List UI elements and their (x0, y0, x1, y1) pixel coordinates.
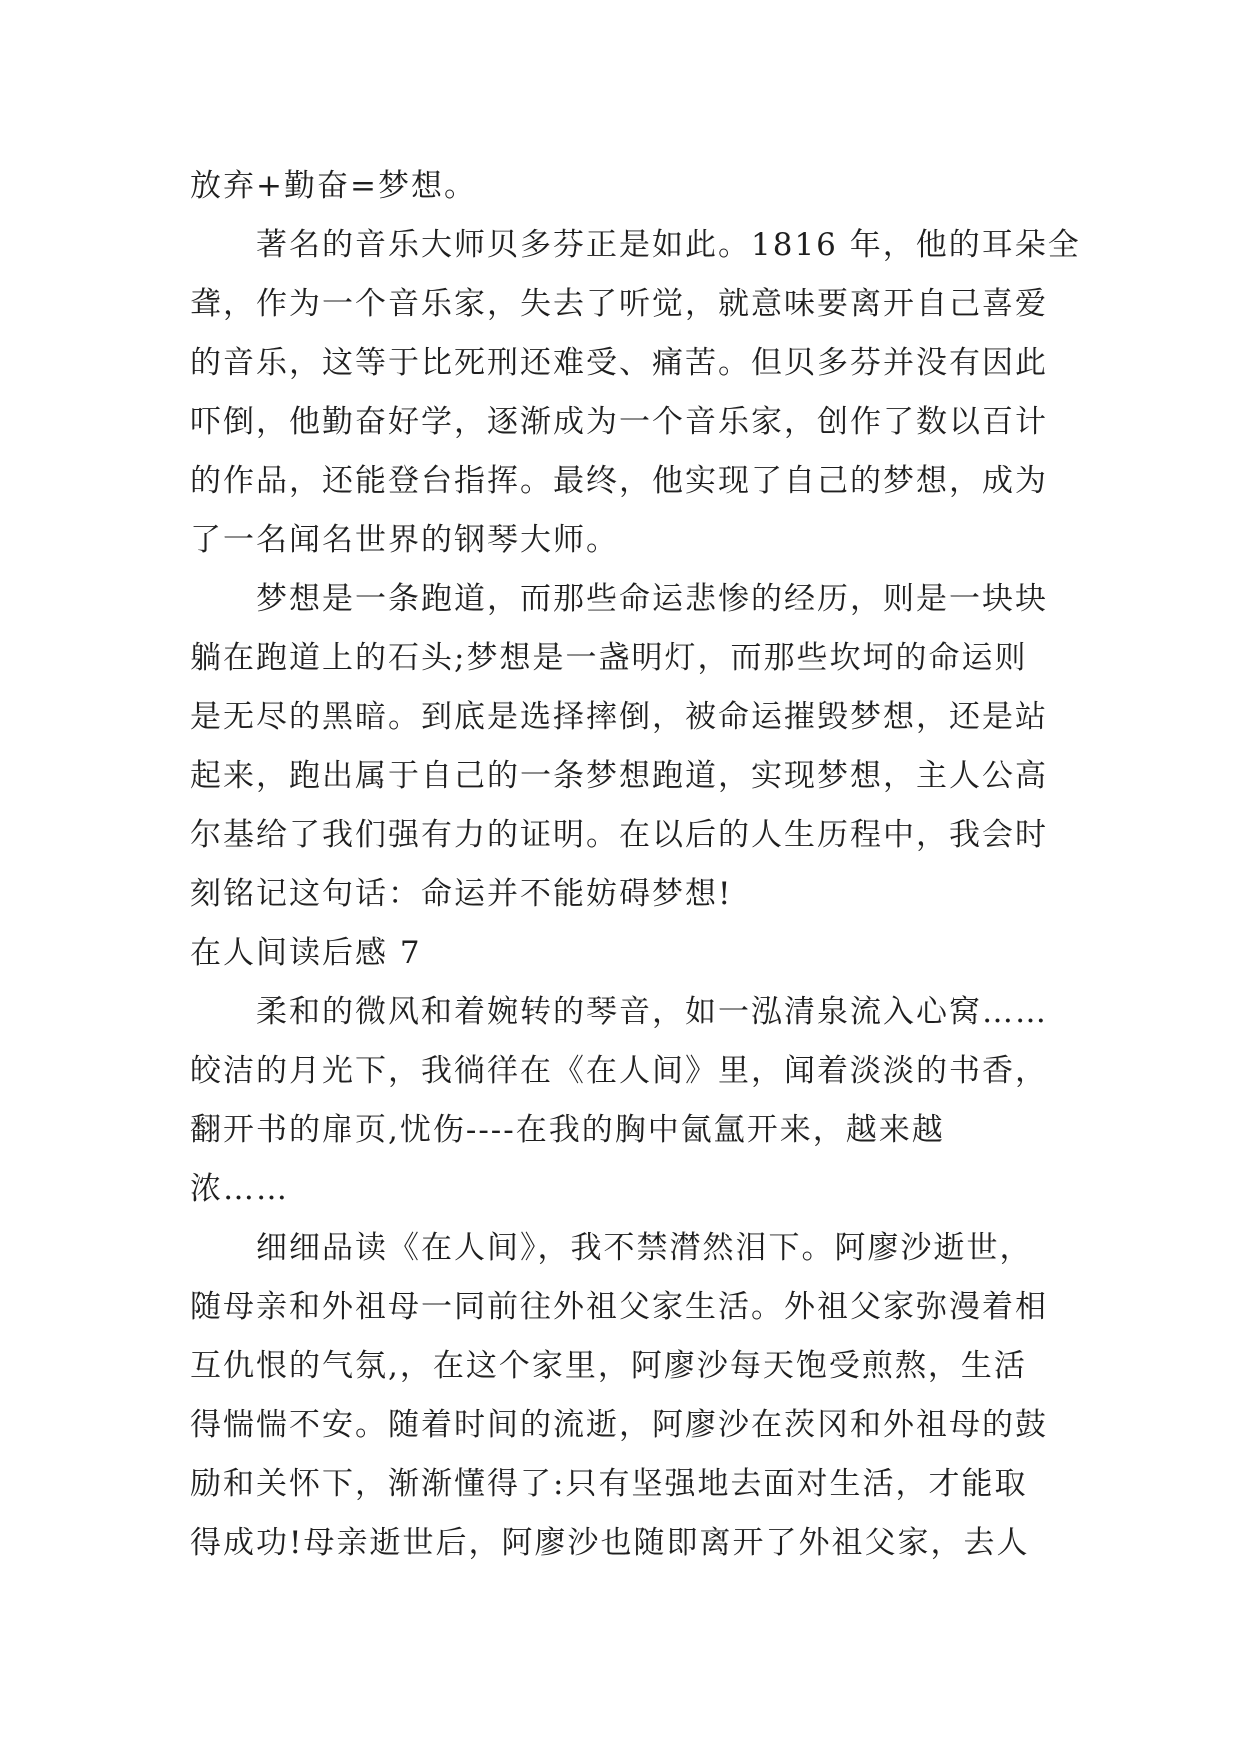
text-line: 得成功!母亲逝世后，阿廖沙也随即离开了外祖父家，去人 (190, 1525, 1030, 1561)
text-line: 是无尽的黑暗。到底是选择摔倒，被命运摧毁梦想，还是站 (190, 699, 1048, 735)
text-line: 放弃+勤奋=梦想。 (190, 168, 477, 204)
text-line: 在人间读后感 7 (190, 935, 422, 971)
text-line: 刻铭记这句话：命运并不能妨碍梦想! (190, 876, 733, 912)
text-line: 的作品，还能登台指挥。最终，他实现了自己的梦想，成为 (190, 463, 1048, 499)
text-line: 了一名闻名世界的钢琴大师。 (190, 522, 619, 558)
text-line: 尔基给了我们强有力的证明。在以后的人生历程中，我会时 (190, 817, 1048, 853)
text-line: 励和关怀下，渐渐懂得了:只有坚强地去面对生活，才能取 (190, 1466, 1028, 1502)
text-line: 起来，跑出属于自己的一条梦想跑道，实现梦想，主人公高 (190, 758, 1048, 794)
text-line: 细细品读《在人间》，我不禁潸然泪下。阿廖沙逝世， (256, 1230, 1033, 1266)
document-body (190, 157, 1081, 1573)
text-line: 著名的音乐大师贝多芬正是如此。1816 年，他的耳朵全 (256, 227, 1081, 263)
text-line: 聋，作为一个音乐家，失去了听觉，就意味要离开自己喜爱 (190, 286, 1048, 322)
text-line: 梦想是一条跑道，而那些命运悲惨的经历，则是一块块 (256, 581, 1048, 617)
text-line: 皎洁的月光下，我徜徉在《在人间》里，闻着淡淡的书香， (190, 1053, 1048, 1089)
text-line: 吓倒，他勤奋好学，逐渐成为一个音乐家，创作了数以百计 (190, 404, 1048, 440)
text-line: 随母亲和外祖母一同前往外祖父家生活。外祖父家弥漫着相 (190, 1289, 1048, 1325)
text-line: 得惴惴不安。随着时间的流逝，阿廖沙在茨冈和外祖母的鼓 (190, 1407, 1048, 1443)
text-line: 柔和的微风和着婉转的琴音，如一泓清泉流入心窝…… (256, 994, 1048, 1030)
text-line: 互仇恨的气氛,，在这个家里，阿廖沙每天饱受煎熬，生活 (190, 1348, 1027, 1384)
text-line: 浓…… (190, 1171, 289, 1207)
text-line: 躺在跑道上的石头;梦想是一盏明灯，而那些坎坷的命运则 (190, 640, 1028, 676)
text-line: 的音乐，这等于比死刑还难受、痛苦。但贝多芬并没有因此 (190, 345, 1048, 381)
text-line: 翻开书的扉页,忧伤----在我的胸中氤氲开来，越来越 (190, 1112, 945, 1148)
